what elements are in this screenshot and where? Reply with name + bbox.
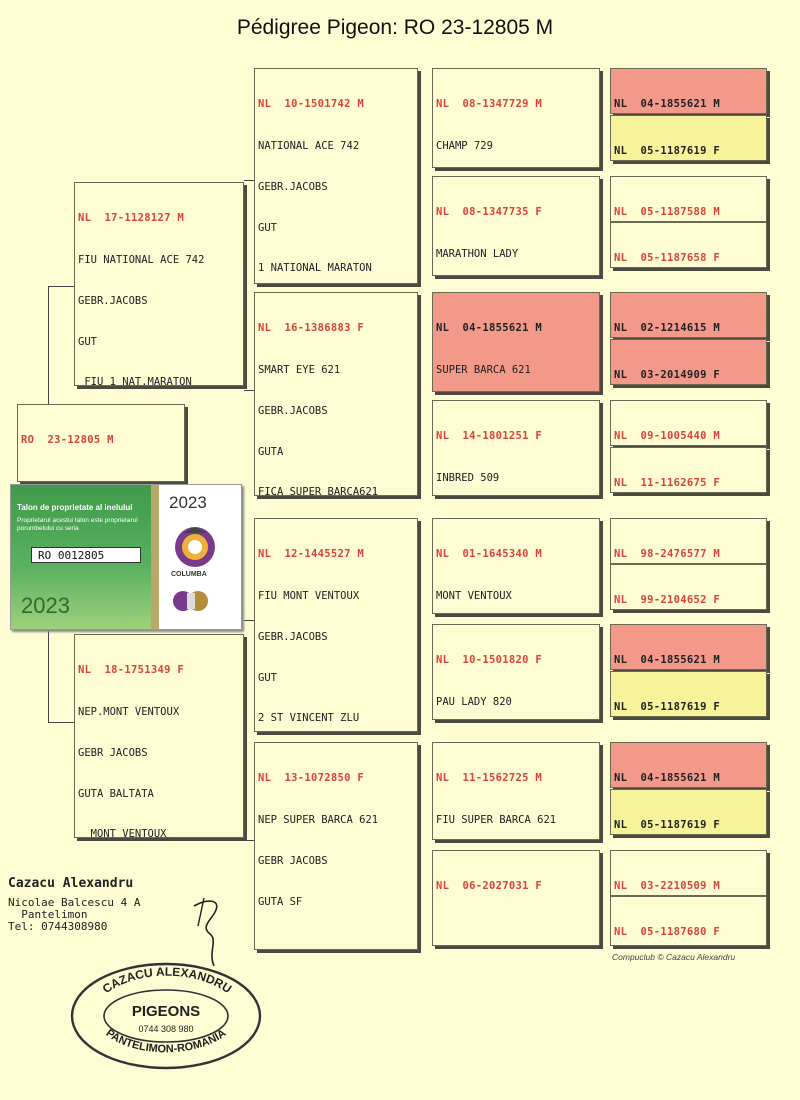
ring-id: NL 04-1855621 M	[614, 654, 720, 667]
pedigree-line: FIU SUPER BARCA 621	[436, 813, 557, 826]
pedigree-line: FIU MONT VENTOUX	[258, 589, 360, 602]
ring-id: NL 10-1501820 F	[436, 654, 542, 667]
subject-box	[17, 404, 185, 482]
pedigree-line: GUTA SF	[258, 895, 303, 908]
owner-city: Pantelimon	[8, 908, 88, 921]
grandparent-box	[254, 68, 418, 284]
pedigree-line: SMART EYE 621	[258, 363, 341, 376]
footer-credit: Compuclub © Cazacu Alexandru	[612, 952, 736, 962]
card-year: 2023	[21, 593, 70, 618]
ring-id: NL 03-2014909 F	[614, 369, 720, 382]
subject-ring-id: RO 23-12805 M	[21, 434, 114, 447]
ancestor-box	[610, 564, 767, 610]
ring-id: NL 11-1162675 F	[614, 477, 720, 490]
ancestor-box	[610, 518, 767, 564]
ancestor-box	[610, 222, 767, 268]
owner-stamp	[68, 958, 264, 1070]
pedigree-line: GUT	[258, 671, 277, 684]
ring-id: NL 03-2210509 M	[614, 880, 720, 893]
grandparent-box	[254, 292, 418, 496]
pedigree-line: NEP SUPER BARCA 621	[258, 813, 379, 826]
pedigree-line: INBRED 509	[436, 471, 500, 484]
ancestor-box	[610, 339, 767, 385]
great-grandparent-box	[432, 68, 600, 168]
pedigree-line: NATIONAL ACE 742	[258, 139, 360, 152]
ring-id: NL 01-1645340 M	[436, 548, 542, 561]
dam-box	[74, 634, 244, 838]
great-grandparent-box	[432, 742, 600, 840]
great-grandparent-box	[432, 176, 600, 276]
dam-ring-id: NL 18-1751349 F	[78, 664, 184, 677]
ring-id: NL 11-1562725 M	[436, 772, 542, 785]
great-grandparent-box	[432, 292, 600, 392]
card-year: 2023	[169, 493, 207, 512]
connector-line	[244, 840, 254, 841]
ancestor-box	[610, 68, 767, 114]
ancestor-box	[610, 789, 767, 835]
ancestor-box	[610, 176, 767, 222]
pedigree-line: 2 ST VINCENT ZLU	[258, 712, 360, 725]
connector-line	[244, 390, 254, 391]
stamp-middle-text: PIGEONS	[131, 1003, 201, 1020]
dam-line: NEP.MONT VENTOUX	[78, 705, 180, 718]
great-grandparent-box	[432, 400, 600, 496]
card-ring-number: RO 0012805	[31, 547, 141, 563]
ring-id: NL 08-1347729 M	[436, 98, 542, 111]
great-grandparent-box	[432, 850, 600, 946]
ancestor-box	[610, 400, 767, 446]
owner-name: Cazacu Alexandru	[8, 876, 134, 891]
ring-id: NL 10-1501742 M	[258, 98, 364, 111]
ancestor-box	[610, 742, 767, 788]
dam-line: GUTA BALTATA	[78, 787, 154, 800]
grandparent-box	[254, 742, 418, 950]
page-title: Pédigree Pigeon: RO 23-12805 M	[236, 16, 554, 39]
ring-id: NL 05-1187619 F	[614, 701, 720, 714]
ring-id: NL 05-1187588 M	[614, 206, 720, 219]
ring-id: NL 05-1187619 F	[614, 819, 720, 832]
sire-line: GEBR.JACOBS	[78, 294, 148, 307]
pedigree-line: GEBR.JACOBS	[258, 180, 328, 193]
pedigree-line: MARATHON LADY	[436, 247, 519, 260]
stamp-phone-text: 0744 308 980	[138, 1024, 194, 1034]
ring-id: NL 12-1445527 M	[258, 548, 364, 561]
ring-ownership-card	[10, 484, 242, 630]
pedigree-line: GUT	[258, 221, 277, 234]
stamp-bottom-text: PANTELIMON-ROMÂNIA	[103, 1027, 229, 1056]
ancestor-box	[610, 292, 767, 338]
card-stripe	[151, 485, 159, 629]
pedigree-line: GEBR.JACOBS	[258, 630, 328, 643]
pedigree-line: GEBR.JACOBS	[258, 404, 328, 417]
ring-id: NL 14-1801251 F	[436, 430, 542, 443]
owner-phone: Tel: 0744308980	[8, 920, 108, 933]
ancestor-box	[610, 115, 767, 161]
ring-id: NL 08-1347735 F	[436, 206, 542, 219]
connector-line	[244, 180, 254, 181]
ancestor-box	[610, 850, 767, 896]
ring-id: NL 04-1855621 M	[436, 322, 542, 335]
great-grandparent-box	[432, 624, 600, 720]
card-heading: Talon de proprietate al inelului	[17, 503, 133, 512]
sire-box	[74, 182, 244, 386]
ring-id: NL 98-2476577 M	[614, 548, 720, 561]
great-grandparent-box	[432, 518, 600, 614]
ring-id: NL 16-1386883 F	[258, 322, 364, 335]
dam-line: MONT VENTOUX	[78, 828, 167, 838]
pedigree-line: CHAMP 729	[436, 139, 493, 152]
ring-id: NL 05-1187619 F	[614, 145, 720, 158]
ancestor-box	[610, 671, 767, 717]
ring-id: NL 04-1855621 M	[614, 98, 720, 111]
ring-id: NL 04-1855621 M	[614, 772, 720, 785]
ancestor-box	[610, 896, 767, 946]
dam-line: GEBR JACOBS	[78, 746, 148, 759]
card-brand: COLUMBA	[171, 571, 207, 578]
sire-line: GUT	[78, 335, 97, 348]
sire-line: FIU 1 NAT.MARATON	[78, 376, 192, 386]
card-subtext: Proprietarul acestui talon este proprietarul porumbelului cu seria	[17, 517, 138, 532]
emblem-icon	[171, 585, 211, 617]
ring-id: NL 05-1187658 F	[614, 252, 720, 265]
owner-address: Nicolae Balcescu 4 A	[8, 896, 141, 909]
ring-id: NL 09-1005440 M	[614, 430, 720, 443]
connector-line	[244, 620, 254, 621]
sire-ring-id: NL 17-1128127 M	[78, 212, 184, 225]
grandparent-box	[254, 518, 418, 732]
ring-id: NL 05-1187680 F	[614, 926, 720, 939]
pedigree-line: GEBR JACOBS	[258, 854, 328, 867]
ring-id: NL 99-2104652 F	[614, 594, 720, 607]
pedigree-line: FICA SUPER BARCA621	[258, 486, 379, 496]
columba-logo-icon	[173, 525, 217, 569]
stamp-top-text: CAZACU ALEXANDRU	[99, 964, 235, 997]
pedigree-line: PAU LADY 820	[436, 695, 512, 708]
ring-id: NL 13-1072850 F	[258, 772, 364, 785]
connector-line	[48, 722, 74, 723]
ring-id: NL 06-2027031 F	[436, 880, 542, 893]
sire-line: FIU NATIONAL ACE 742	[78, 253, 205, 266]
connector-line	[48, 286, 74, 287]
pedigree-line: GUTA	[258, 445, 284, 458]
pedigree-line: 1 NATIONAL MARATON	[258, 262, 372, 275]
pedigree-line: SUPER BARCA 621	[436, 363, 531, 376]
pedigree-line: MONT VENTOUX	[436, 589, 512, 602]
ancestor-box	[610, 624, 767, 670]
ancestor-box	[610, 447, 767, 493]
ring-id: NL 02-1214615 M	[614, 322, 720, 335]
